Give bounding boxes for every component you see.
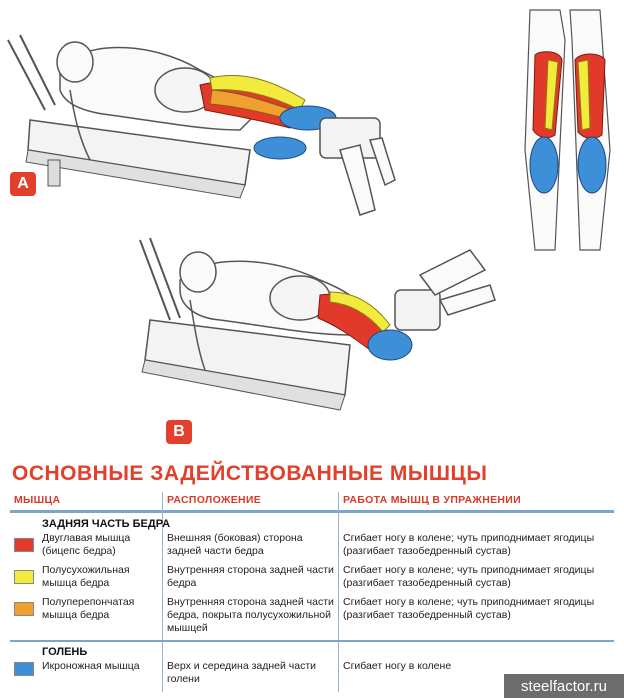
site-watermark: steelfactor.ru xyxy=(504,674,624,698)
muscles-table xyxy=(0,458,624,698)
muscle-location: Внутренняя сторона задней части бедра, покрыта полусухожильной мышцей xyxy=(167,596,334,634)
section-title-thigh: ЗАДНЯЯ ЧАСТЬ БЕДРА xyxy=(42,518,171,530)
muscle-work: Сгибает ногу в колене; чуть приподнимает ягодицы (разгибает тазобедренный сустав) xyxy=(343,596,595,621)
table-title: ОСНОВНЫЕ ЗАДЕЙСТВОВАННЫЕ МЫШЦЫ xyxy=(12,462,488,485)
color-swatch xyxy=(14,662,34,676)
section-divider xyxy=(10,640,614,642)
header-work: РАБОТА МЫШЦ В УПРАЖНЕНИИ xyxy=(343,494,521,506)
muscle-work: Сгибает ногу в колене; чуть приподнимает ягодицы (разгибает тазобедренный сустав) xyxy=(343,532,595,557)
figure-b xyxy=(140,238,495,410)
column-divider xyxy=(338,492,339,692)
header-muscle: МЫШЦА xyxy=(14,494,61,506)
muscle-name: Икроножная мышца xyxy=(42,660,140,672)
muscle-location: Внутренняя сторона задней части бедра xyxy=(167,564,334,589)
muscle-name: Полуперепончатая мышца бедра xyxy=(42,596,135,621)
header-location: РАСПОЛОЖЕНИЕ xyxy=(167,494,262,506)
figure-a-badge: A xyxy=(10,172,36,196)
section-title-shin: ГОЛЕНЬ xyxy=(42,646,88,658)
muscle-location: Верх и середина задней части голени xyxy=(167,660,317,685)
color-swatch xyxy=(14,538,34,552)
muscle-work: Сгибает ногу в колене xyxy=(343,660,452,672)
figure-a xyxy=(8,35,395,215)
table-column-headers xyxy=(0,490,624,510)
muscle-location: Внешняя (боковая) сторона задней части бедра xyxy=(167,532,303,557)
muscle-work: Сгибает ногу в колене; чуть приподнимает ягодицы (разгибает тазобедренный сустав) xyxy=(343,564,595,589)
muscle-name: Полусухожильная мышца бедра xyxy=(42,564,130,589)
muscle-name: Двуглавая мышца (бицепс бедра) xyxy=(42,532,131,557)
anatomy-rear-view xyxy=(525,10,610,250)
color-swatch xyxy=(14,602,34,616)
color-swatch xyxy=(14,570,34,584)
header-divider xyxy=(10,510,614,513)
figure-b-badge: B xyxy=(166,420,192,444)
